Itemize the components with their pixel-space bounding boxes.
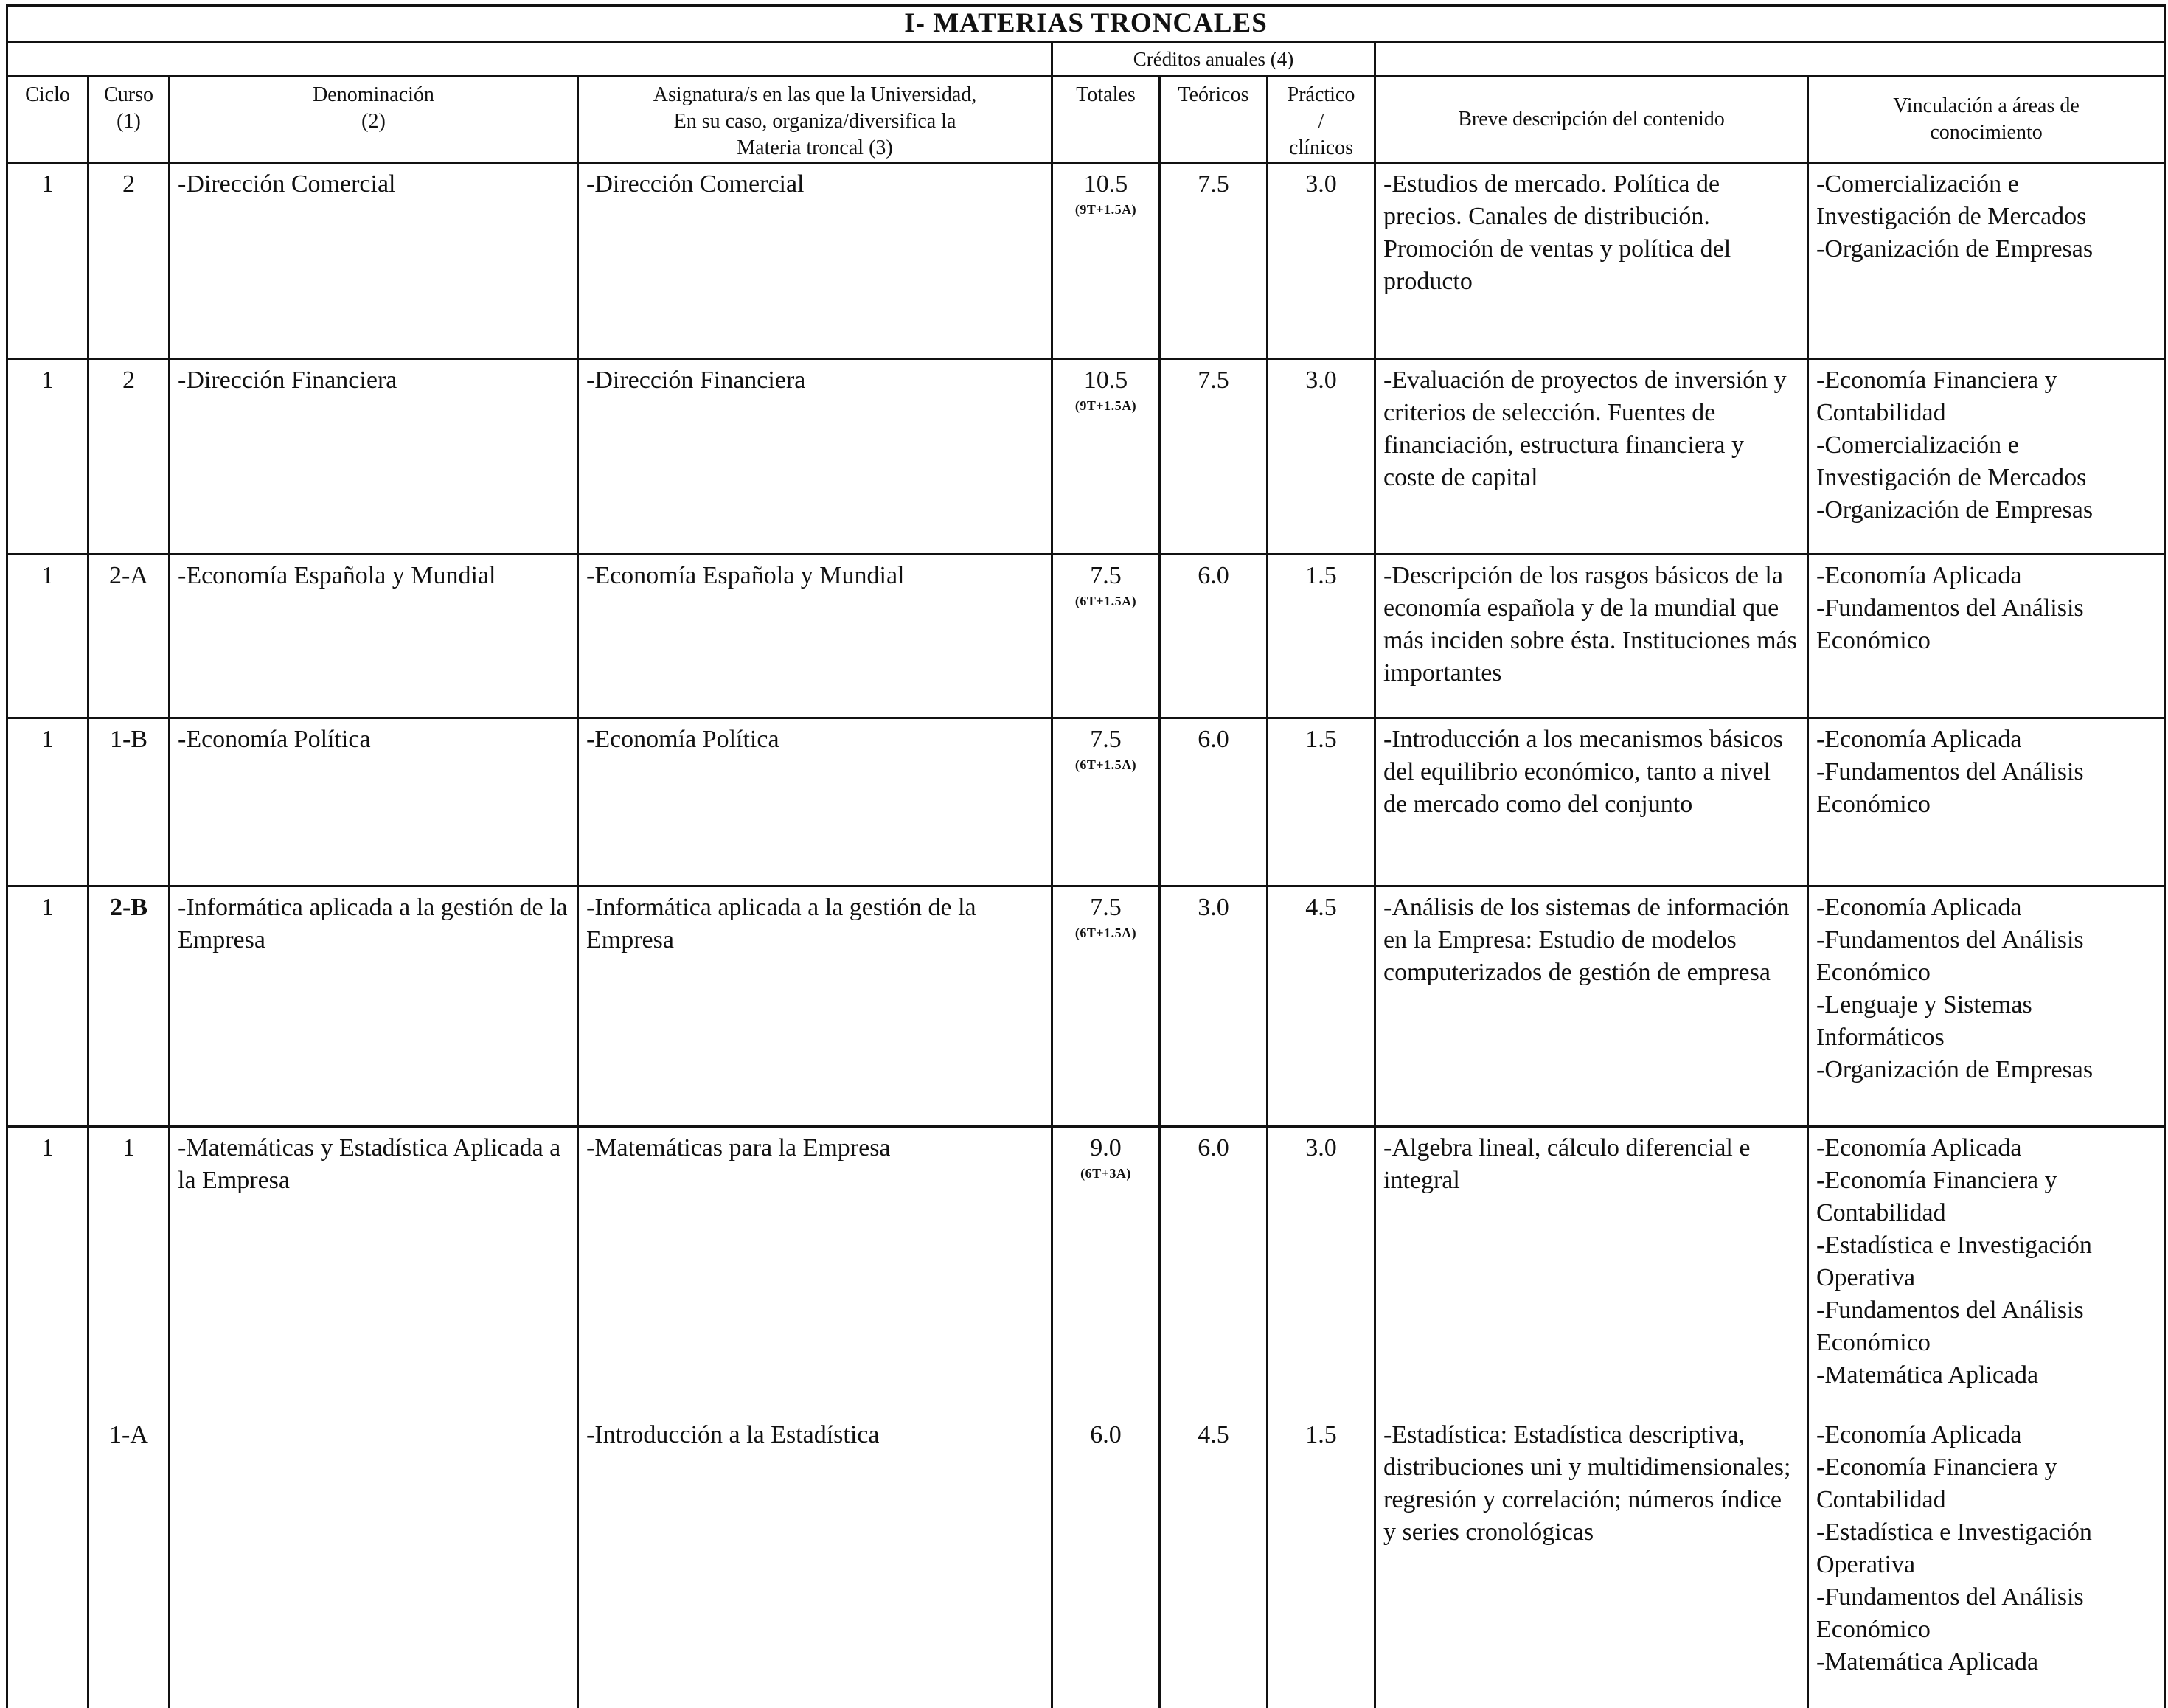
vinculacion-item: -Fundamentos del Análisis Económico (1816, 1296, 2084, 1356)
vinculacion-item: -Matemática Aplicada (1816, 1361, 2039, 1389)
cell-curso: 2-B (88, 886, 170, 1127)
vinculacion-item: -Organización de Empresas (1816, 235, 2094, 263)
cell-denominacion (170, 1414, 578, 1708)
cell-teoricos: 6.0 (1160, 555, 1268, 718)
table-row (7, 163, 2165, 359)
cell-vinculacion (1808, 555, 2165, 718)
cell-practicos: 3.0 (1268, 163, 1375, 359)
header-vinculacion-line: Vinculación a áreas de (1893, 94, 2080, 117)
cell-vinculacion (1808, 886, 2165, 1127)
header-asignaturas (578, 77, 1052, 163)
header-practico (1268, 77, 1375, 163)
cell-curso: 1 (88, 1127, 170, 1414)
cell-practicos: 4.5 (1268, 886, 1375, 1127)
vinculacion-item: -Economía Financiera y Contabilidad (1816, 1453, 2057, 1513)
cell-totales (1052, 163, 1160, 359)
header-practico-line: / (1318, 110, 1324, 133)
cell-totales (1052, 1127, 1160, 1414)
cell-vinculacion (1808, 1414, 2165, 1708)
header-vinculacion (1808, 77, 2165, 163)
header-asignaturas-line: En su caso, organiza/diversifica la (673, 110, 956, 133)
cell-descripcion: -Estudios de mercado. Política de precios. Canales de distribución. Promoción de ventas y política del producto (1375, 163, 1808, 359)
vinculacion-item: -Estadística e Investigación Operativa (1816, 1518, 2092, 1578)
cell-curso: 1-A (88, 1414, 170, 1708)
table-row (7, 1127, 2165, 1414)
vinculacion-item: -Organización de Empresas (1816, 1056, 2094, 1083)
cell-asignatura: -Dirección Comercial (578, 163, 1052, 359)
vinculacion-item: -Economía Financiera y Contabilidad (1816, 367, 2057, 426)
totales-value: 7.5 (1090, 562, 1122, 589)
vinculacion-item: -Lenguaje y Sistemas Informáticos (1816, 991, 2032, 1051)
cell-ciclo: 1 (7, 555, 88, 718)
vinculacion-item: -Economía Aplicada (1816, 894, 2022, 921)
cell-totales (1052, 1414, 1160, 1708)
table-row (7, 886, 2165, 1127)
cell-teoricos: 6.0 (1160, 1127, 1268, 1414)
cell-denominacion: -Informática aplicada a la gestión de la Empresa (170, 886, 578, 1127)
cell-practicos: 1.5 (1268, 718, 1375, 886)
creditos-anuales-header: Créditos anuales (4) (1052, 42, 1375, 77)
header-practico-line: Práctico (1287, 83, 1355, 106)
header-spacer-right (1375, 42, 2165, 77)
cell-practicos: 1.5 (1268, 1414, 1375, 1708)
header-ciclo: Ciclo (7, 77, 88, 163)
cell-asignatura: -Economía Política (578, 718, 1052, 886)
header-curso-line: Curso (104, 83, 153, 106)
cell-totales (1052, 886, 1160, 1127)
cell-practicos: 3.0 (1268, 359, 1375, 555)
totales-detalle: (6T+1.5A) (1074, 926, 1137, 940)
table-row (7, 359, 2165, 555)
cell-descripcion: -Análisis de los sistemas de información en la Empresa: Estudio de modelos computerizados de gestión de empresa (1375, 886, 1808, 1127)
cell-ciclo (7, 1414, 88, 1708)
cell-descripcion: -Introducción a los mecanismos básicos del equilibrio económico, tanto a nivel de mercado como del conjunto (1375, 718, 1808, 886)
cell-descripcion: -Descripción de los rasgos básicos de la economía española y de la mundial que más inciden sobre ésta. Instituciones más importantes (1375, 555, 1808, 718)
cell-ciclo: 1 (7, 359, 88, 555)
cell-practicos: 3.0 (1268, 1127, 1375, 1414)
cell-curso: 1-B (88, 718, 170, 886)
cell-teoricos: 3.0 (1160, 886, 1268, 1127)
header-curso-note: (1) (117, 110, 141, 133)
totales-detalle: (9T+1.5A) (1074, 398, 1137, 413)
cell-asignatura: -Informática aplicada a la gestión de la Empresa (578, 886, 1052, 1127)
cell-asignatura: -Matemáticas para la Empresa (578, 1127, 1052, 1414)
header-asignaturas-line: Materia troncal (3) (737, 136, 893, 159)
cell-ciclo: 1 (7, 1127, 88, 1414)
cell-asignatura: -Introducción a la Estadística (578, 1414, 1052, 1708)
totales-detalle: (9T+1.5A) (1074, 202, 1137, 217)
header-teoricos: Teóricos (1160, 77, 1268, 163)
cell-denominacion: -Matemáticas y Estadística Aplicada a la Empresa (170, 1127, 578, 1414)
vinculacion-item: -Economía Aplicada (1816, 562, 2022, 589)
header-denominacion-note: (2) (361, 110, 386, 133)
header-denominacion-line: Denominación (313, 83, 434, 106)
vinculacion-item: -Economía Aplicada (1816, 1420, 2022, 1448)
cell-descripcion: -Algebra lineal, cálculo diferencial e integral (1375, 1127, 1808, 1414)
header-practico-line: clínicos (1288, 136, 1354, 159)
totales-value: 9.0 (1090, 1134, 1122, 1162)
vinculacion-item: -Comercialización e Investigación de Mercados (1816, 170, 2087, 230)
vinculacion-item: -Economía Aplicada (1816, 726, 2022, 753)
vinculacion-item: -Fundamentos del Análisis Económico (1816, 758, 2084, 818)
totales-value: 6.0 (1090, 1420, 1122, 1448)
table-title: I- MATERIAS TRONCALES (7, 6, 2165, 42)
header-vinculacion-line: conocimiento (1930, 121, 2043, 144)
vinculacion-item: -Matemática Aplicada (1816, 1648, 2039, 1676)
cell-vinculacion (1808, 359, 2165, 555)
totales-value: 7.5 (1090, 726, 1122, 753)
vinculacion-item: -Economía Aplicada (1816, 1134, 2022, 1162)
vinculacion-item: -Comercialización e Investigación de Mercados (1816, 431, 2087, 491)
header-totales: Totales (1052, 77, 1160, 163)
header-asignaturas-line: Asignatura/s en las que la Universidad, (653, 83, 977, 106)
header-spacer (7, 42, 1052, 77)
cell-descripcion: -Evaluación de proyectos de inversión y criterios de selección. Fuentes de financiación, estructura financiera y coste de capital (1375, 359, 1808, 555)
cell-totales (1052, 555, 1160, 718)
cell-curso: 2-A (88, 555, 170, 718)
cell-curso: 2 (88, 163, 170, 359)
totales-detalle: (6T+3A) (1080, 1166, 1131, 1181)
cell-teoricos: 7.5 (1160, 163, 1268, 359)
vinculacion-item: -Fundamentos del Análisis Económico (1816, 1583, 2084, 1643)
table-row (7, 718, 2165, 886)
totales-detalle: (6T+1.5A) (1074, 757, 1137, 772)
cell-denominacion: -Dirección Comercial (170, 163, 578, 359)
cell-practicos: 1.5 (1268, 555, 1375, 718)
cell-descripcion: -Estadística: Estadística descriptiva, distribuciones uni y multidimensionales; regresión y correlación; números índice y series cronológicas (1375, 1414, 1808, 1708)
vinculacion-item: -Economía Financiera y Contabilidad (1816, 1167, 2057, 1226)
vinculacion-item: -Organización de Empresas (1816, 496, 2094, 524)
cell-asignatura: -Dirección Financiera (578, 359, 1052, 555)
table-row (7, 1414, 2165, 1708)
cell-teoricos: 7.5 (1160, 359, 1268, 555)
totales-value: 10.5 (1083, 367, 1128, 394)
cell-asignatura: -Economía Española y Mundial (578, 555, 1052, 718)
table-row (7, 555, 2165, 718)
cell-vinculacion (1808, 1127, 2165, 1414)
cell-ciclo: 1 (7, 163, 88, 359)
vinculacion-item: -Estadística e Investigación Operativa (1816, 1232, 2092, 1291)
cell-teoricos: 6.0 (1160, 718, 1268, 886)
materias-troncales-table (6, 4, 2166, 1708)
cell-ciclo: 1 (7, 886, 88, 1127)
cell-vinculacion (1808, 163, 2165, 359)
cell-ciclo: 1 (7, 718, 88, 886)
cell-denominacion: -Economía Política (170, 718, 578, 886)
totales-value: 10.5 (1083, 170, 1128, 198)
header-denominacion (170, 77, 578, 163)
vinculacion-item: -Fundamentos del Análisis Económico (1816, 926, 2084, 986)
totales-detalle: (6T+1.5A) (1074, 594, 1137, 608)
cell-curso: 2 (88, 359, 170, 555)
cell-denominacion: -Dirección Financiera (170, 359, 578, 555)
cell-totales (1052, 718, 1160, 886)
cell-teoricos: 4.5 (1160, 1414, 1268, 1708)
cell-denominacion: -Economía Española y Mundial (170, 555, 578, 718)
cell-vinculacion (1808, 718, 2165, 886)
totales-value: 7.5 (1090, 894, 1122, 921)
vinculacion-item: -Fundamentos del Análisis Económico (1816, 594, 2084, 654)
cell-totales (1052, 359, 1160, 555)
header-curso (88, 77, 170, 163)
header-descripcion: Breve descripción del contenido (1375, 77, 1808, 163)
